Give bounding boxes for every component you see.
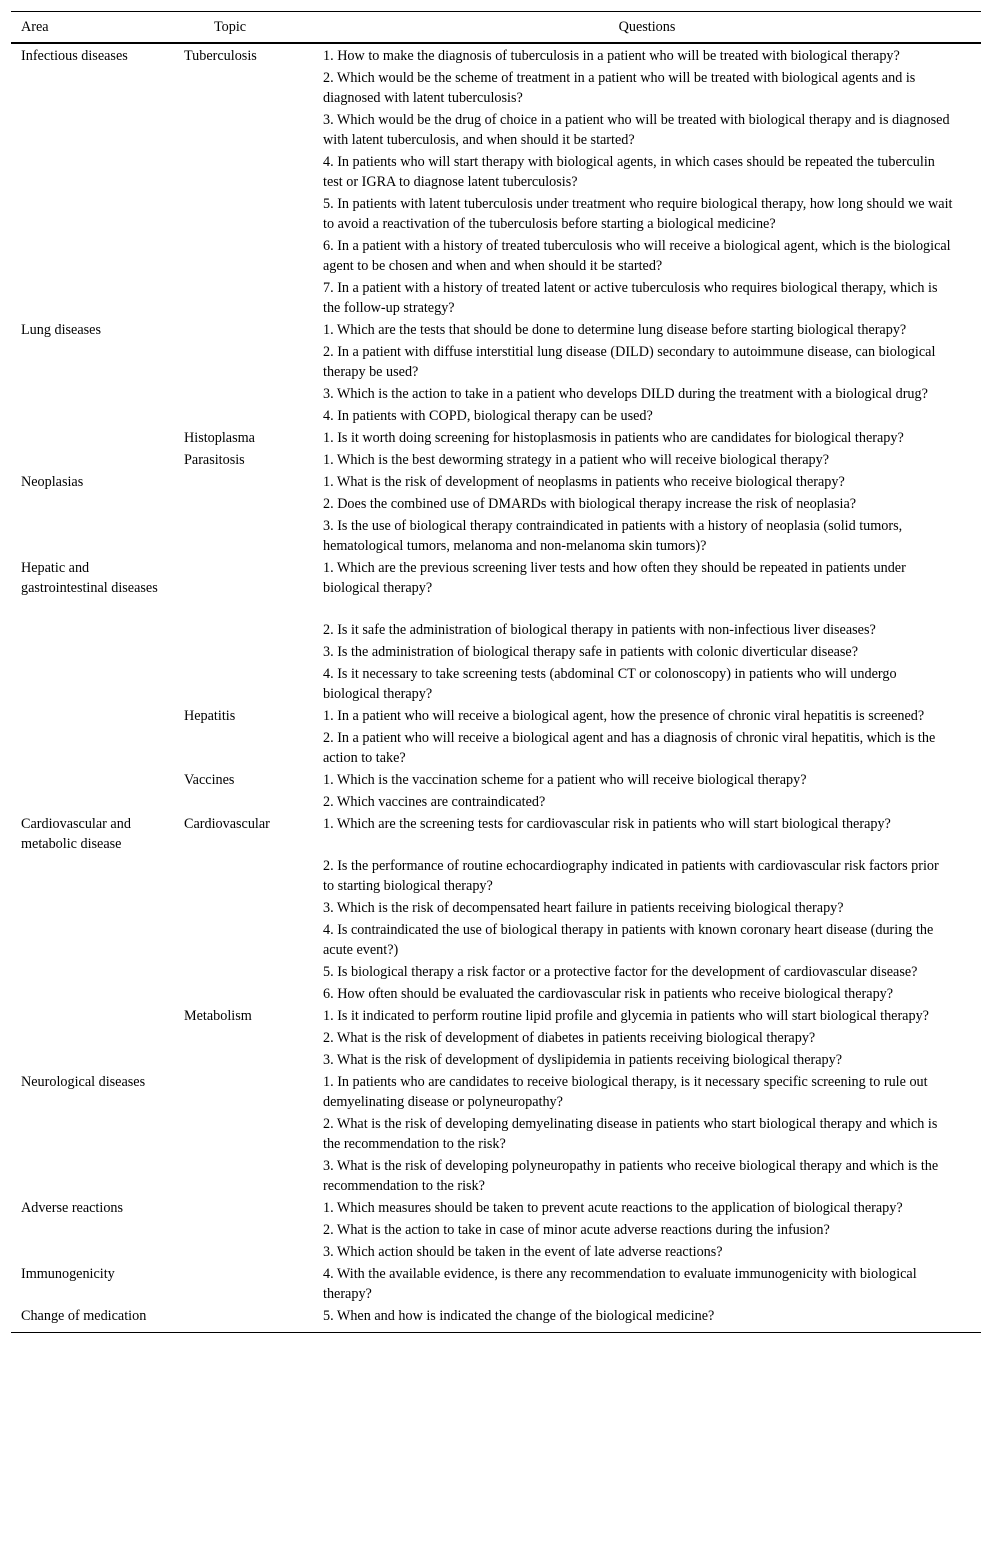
cell-area — [11, 1241, 174, 1263]
cell-topic: Metabolism — [184, 1008, 252, 1024]
cell-question — [313, 341, 981, 383]
table-row — [11, 109, 981, 151]
cell-question — [313, 235, 981, 277]
table-row — [11, 471, 981, 493]
cell-area — [11, 341, 174, 383]
table-row — [11, 705, 981, 727]
cell-question — [313, 727, 981, 769]
cell-question — [313, 109, 981, 151]
cell-topic — [174, 67, 313, 109]
cell-area — [11, 769, 174, 791]
table-row — [11, 1155, 981, 1197]
cell-question — [313, 1005, 981, 1027]
cell-area: Infectious diseases — [21, 48, 128, 64]
cell-question — [313, 961, 981, 983]
cell-topic — [174, 515, 313, 557]
cell-topic — [174, 727, 313, 769]
table-row — [11, 515, 981, 557]
table-row — [11, 919, 981, 961]
question-text: 1. Which are the tests that should be done to determine lung disease before starting biological therapy? — [323, 322, 907, 338]
cell-topic — [174, 151, 313, 193]
cell-topic — [174, 1305, 313, 1333]
cell-topic — [174, 193, 313, 235]
cell-topic — [174, 1263, 313, 1305]
question-text: 6. In a patient with a history of treated tuberculosis who will receive a biological agent, which is the biological agent to be chosen and when and when should it be started? — [323, 238, 951, 274]
table-row — [11, 1027, 981, 1049]
questions-table-container — [11, 11, 981, 1333]
cell-area — [11, 641, 174, 663]
cell-question — [313, 919, 981, 961]
table-row — [11, 319, 981, 341]
cell-area: Neurological diseases — [21, 1074, 146, 1090]
cell-topic — [174, 235, 313, 277]
table-row — [11, 383, 981, 405]
cell-area: Cardiovascular and metabolic disease — [21, 816, 131, 852]
cell-topic — [174, 319, 313, 341]
cell-question — [313, 1241, 981, 1263]
cell-question — [313, 471, 981, 493]
cell-area — [11, 919, 174, 961]
question-text: 2. Which vaccines are contraindicated? — [323, 794, 546, 810]
table-row — [11, 1219, 981, 1241]
cell-area — [11, 277, 174, 319]
cell-question — [313, 1113, 981, 1155]
table-row — [11, 43, 981, 67]
cell-area — [11, 515, 174, 557]
cell-area — [11, 961, 174, 983]
cell-area — [11, 493, 174, 515]
cell-question — [313, 1155, 981, 1197]
table-row — [11, 769, 981, 791]
question-text: 2. Which would be the scheme of treatment in a patient who will be treated with biological agents and is diagnosed with latent tuberculosis? — [323, 70, 916, 106]
cell-area — [11, 855, 174, 897]
cell-area — [11, 1005, 174, 1027]
cell-topic — [174, 855, 313, 897]
cell-area — [11, 897, 174, 919]
cell-question — [313, 705, 981, 727]
cell-area — [11, 727, 174, 769]
question-text: 1. Which is the best deworming strategy in a patient who will receive biological therapy? — [323, 452, 830, 468]
table-row — [11, 1071, 981, 1113]
table-row — [11, 983, 981, 1005]
cell-question — [313, 769, 981, 791]
table-row — [11, 961, 981, 983]
cell-topic — [174, 471, 313, 493]
question-text: 1. Is it worth doing screening for histoplasmosis in patients who are candidates for biological therapy? — [323, 430, 904, 446]
question-text: 1. How to make the diagnosis of tuberculosis in a patient who will be treated with biological therapy? — [323, 48, 900, 64]
cell-topic — [174, 383, 313, 405]
question-text: 3. What is the risk of developing polyneuropathy in patients who receive biological therapy and which is the recommendation to the risk? — [323, 1158, 939, 1194]
table-header — [11, 12, 981, 44]
cell-question — [313, 319, 981, 341]
question-text: 2. In a patient with diffuse interstitial lung disease (DILD) secondary to autoimmune disease, can biological therapy be used? — [323, 344, 936, 380]
table-row — [11, 427, 981, 449]
question-text: 5. When and how is indicated the change of the biological medicine? — [323, 1308, 715, 1324]
cell-area — [11, 427, 174, 449]
cell-area — [11, 151, 174, 193]
cell-question — [313, 405, 981, 427]
question-text: 3. Which is the risk of decompensated heart failure in patients receiving biological therapy? — [323, 900, 844, 916]
cell-question — [313, 619, 981, 641]
table-row — [11, 1263, 981, 1305]
table-row — [11, 449, 981, 471]
question-text: 2. In a patient who will receive a biological agent and has a diagnosis of chronic viral hepatitis, which is the action to take? — [323, 730, 936, 766]
cell-question — [313, 493, 981, 515]
cell-topic — [174, 619, 313, 641]
question-text: 5. In patients with latent tuberculosis under treatment who require biological therapy, how long should we wait to avoid a reactivation of the tuberculosis before starting a biological medicine? — [323, 196, 953, 232]
question-text: 2. Is it safe the administration of biological therapy in patients with non-infectious liver diseases? — [323, 622, 876, 638]
cell-question — [313, 1049, 981, 1071]
cell-question — [313, 515, 981, 557]
question-text: 4. In patients who will start therapy with biological agents, in which cases should be repeated the tuberculin test or IGRA to diagnose latent tuberculosis? — [323, 154, 935, 190]
cell-topic — [174, 277, 313, 319]
column-header-questions: Questions — [618, 19, 676, 35]
cell-topic — [174, 1049, 313, 1071]
cell-topic — [174, 919, 313, 961]
cell-question — [313, 791, 981, 813]
cell-question — [313, 43, 981, 67]
cell-topic — [174, 1219, 313, 1241]
table-row — [11, 619, 981, 641]
question-text: 4. Is contraindicated the use of biological therapy in patients with known coronary heart disease (during the acute event?) — [323, 922, 934, 958]
cell-topic: Hepatitis — [184, 708, 236, 724]
cell-question — [313, 383, 981, 405]
question-text: 5. Is biological therapy a risk factor or a protective factor for the development of cardiovascular disease? — [323, 964, 918, 980]
cell-question — [313, 1071, 981, 1113]
cell-topic — [174, 641, 313, 663]
table-row — [11, 855, 981, 897]
table-row — [11, 341, 981, 383]
question-text: 6. How often should be evaluated the cardiovascular risk in patients who receive biological therapy? — [323, 986, 894, 1002]
cell-question — [313, 897, 981, 919]
table-row — [11, 1305, 981, 1333]
question-text: 1. What is the risk of development of neoplasms in patients who receive biological therapy? — [323, 474, 845, 490]
cell-question — [313, 67, 981, 109]
cell-area — [11, 1219, 174, 1241]
cell-topic: Parasitosis — [184, 452, 245, 468]
table-row — [11, 897, 981, 919]
cell-topic: Histoplasma — [184, 430, 255, 446]
cell-area — [11, 1027, 174, 1049]
table-row — [11, 557, 981, 619]
question-text: 2. What is the risk of development of diabetes in patients receiving biological therapy? — [323, 1030, 816, 1046]
cell-area — [11, 1049, 174, 1071]
cell-question — [313, 427, 981, 449]
cell-area: Change of medication — [21, 1308, 147, 1324]
question-text: 1. In a patient who will receive a biological agent, how the presence of chronic viral hepatitis is screened? — [323, 708, 925, 724]
table-row — [11, 235, 981, 277]
question-text: 4. With the available evidence, is there any recommendation to evaluate immunogenicity with biological therapy? — [323, 1266, 917, 1302]
cell-topic — [174, 983, 313, 1005]
question-text: 1. Which measures should be taken to prevent acute reactions to the application of biological therapy? — [323, 1200, 903, 1216]
cell-area — [11, 193, 174, 235]
cell-topic: Cardiovascular — [184, 816, 270, 832]
cell-topic — [174, 1027, 313, 1049]
cell-area — [11, 663, 174, 705]
cell-area — [11, 705, 174, 727]
cell-area: Hepatic and gastrointestinal diseases — [21, 560, 158, 596]
cell-question — [313, 557, 981, 619]
table-row — [11, 151, 981, 193]
cell-area — [11, 235, 174, 277]
cell-topic — [174, 341, 313, 383]
question-text: 3. Is the use of biological therapy contraindicated in patients with a history of neoplasia (solid tumors, hematological tumors, melanoma and non-melanoma skin tumors)? — [323, 518, 903, 554]
cell-area: Adverse reactions — [21, 1200, 124, 1216]
questions-table — [11, 11, 981, 1333]
question-text: 3. Which would be the drug of choice in a patient who will be treated with biological therapy and is diagnosed with latent tuberculosis, and when should it be started? — [323, 112, 950, 148]
table-row — [11, 1049, 981, 1071]
cell-topic — [174, 897, 313, 919]
cell-topic — [174, 405, 313, 427]
cell-question — [313, 1263, 981, 1305]
cell-area — [11, 1155, 174, 1197]
cell-question — [313, 151, 981, 193]
cell-topic — [174, 1197, 313, 1219]
cell-topic — [174, 109, 313, 151]
cell-area — [11, 67, 174, 109]
table-row — [11, 663, 981, 705]
table-row — [11, 641, 981, 663]
question-text: 3. What is the risk of development of dyslipidemia in patients receiving biological therapy? — [323, 1052, 843, 1068]
cell-topic — [174, 1071, 313, 1113]
table-header-row — [11, 12, 981, 44]
cell-topic — [174, 493, 313, 515]
cell-area — [11, 1113, 174, 1155]
table-row — [11, 1005, 981, 1027]
cell-topic — [174, 1113, 313, 1155]
cell-area: Neoplasias — [21, 474, 84, 490]
table-row — [11, 277, 981, 319]
cell-area — [11, 109, 174, 151]
table-row — [11, 67, 981, 109]
table-row — [11, 1197, 981, 1219]
table-row — [11, 1241, 981, 1263]
cell-topic: Tuberculosis — [184, 48, 257, 64]
table-body — [11, 43, 981, 1333]
question-text: 2. What is the action to take in case of minor acute adverse reactions during the infusion? — [323, 1222, 830, 1238]
column-header-topic: Topic — [214, 19, 247, 35]
cell-topic — [174, 961, 313, 983]
question-text: 1. Which are the previous screening liver tests and how often they should be repeated in patients under biological therapy? — [323, 560, 906, 596]
column-header-area: Area — [21, 19, 49, 35]
cell-topic: Vaccines — [184, 772, 235, 788]
question-text: 1. In patients who are candidates to receive biological therapy, is it necessary specific screening to rule out demyelinating disease or polyneuropathy? — [323, 1074, 928, 1110]
cell-area — [11, 791, 174, 813]
cell-topic — [174, 791, 313, 813]
cell-question — [313, 193, 981, 235]
cell-area — [11, 983, 174, 1005]
cell-question — [313, 983, 981, 1005]
question-text: 3. Which is the action to take in a patient who develops DILD during the treatment with a biological drug? — [323, 386, 928, 402]
question-text: 2. Does the combined use of DMARDs with biological therapy increase the risk of neoplasia? — [323, 496, 857, 512]
table-row — [11, 1113, 981, 1155]
cell-area — [11, 405, 174, 427]
question-text: 3. Is the administration of biological therapy safe in patients with colonic diverticular disease? — [323, 644, 859, 660]
cell-question — [313, 277, 981, 319]
table-row — [11, 493, 981, 515]
table-row — [11, 813, 981, 855]
cell-area — [11, 383, 174, 405]
table-row — [11, 727, 981, 769]
cell-area — [11, 449, 174, 471]
cell-area — [11, 619, 174, 641]
cell-spacer — [323, 598, 953, 618]
cell-question — [313, 1197, 981, 1219]
cell-area: Immunogenicity — [21, 1266, 115, 1282]
question-text: 4. Is it necessary to take screening tests (abdominal CT or colonoscopy) in patients who will undergo biological therapy? — [323, 666, 897, 702]
question-text: 1. Which is the vaccination scheme for a patient who will receive biological therapy? — [323, 772, 807, 788]
cell-question — [313, 1027, 981, 1049]
cell-topic — [174, 663, 313, 705]
cell-question — [313, 813, 981, 855]
cell-question — [313, 1219, 981, 1241]
cell-area: Lung diseases — [21, 322, 101, 338]
table-row — [11, 193, 981, 235]
question-text: 3. Which action should be taken in the event of late adverse reactions? — [323, 1244, 723, 1260]
table-row — [11, 405, 981, 427]
cell-question — [313, 663, 981, 705]
question-text: 2. Is the performance of routine echocardiography indicated in patients with cardiovascular risk factors prior to starting biological therapy? — [323, 858, 939, 894]
question-text: 4. In patients with COPD, biological therapy can be used? — [323, 408, 653, 424]
cell-topic — [174, 557, 313, 619]
question-text: 2. What is the risk of developing demyelinating disease in patients who start biological therapy and which is the recommendation to the risk? — [323, 1116, 938, 1152]
table-row — [11, 791, 981, 813]
cell-topic — [174, 1241, 313, 1263]
cell-question — [313, 855, 981, 897]
cell-question — [313, 1305, 981, 1333]
cell-question — [313, 449, 981, 471]
question-text: 7. In a patient with a history of treated latent or active tuberculosis who requires biological therapy, which is the follow-up strategy? — [323, 280, 938, 316]
question-text: 1. Is it indicated to perform routine lipid profile and glycemia in patients who will start biological therapy? — [323, 1008, 929, 1024]
cell-topic — [174, 1155, 313, 1197]
question-text: 1. Which are the screening tests for cardiovascular risk in patients who will start biological therapy? — [323, 816, 891, 832]
cell-question — [313, 641, 981, 663]
